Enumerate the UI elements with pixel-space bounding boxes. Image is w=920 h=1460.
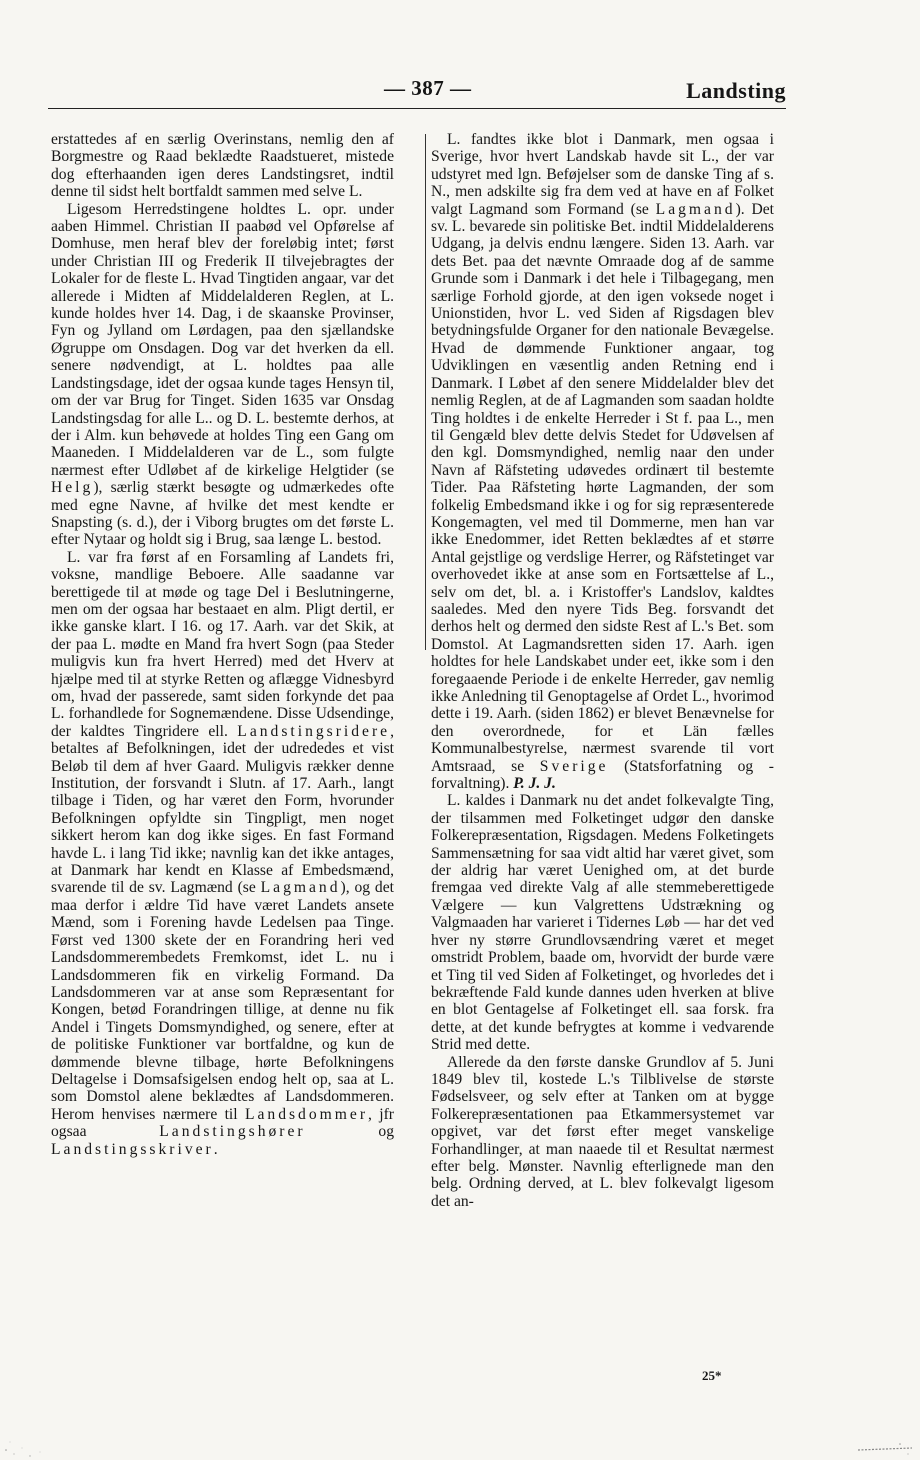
- column-divider: [425, 134, 426, 650]
- right-paragraph-1: [431, 131, 774, 792]
- text-run: og: [305, 1123, 394, 1141]
- text-run: L. fandtes ikke blot i Danmark, men ogsaa i Sverige, hvor hvert Landskab havde sit L., der var udstyret med lgn. Beføjelser som de danske Ting af s. N., men adskilte sig fra dem ved at have en af Folket valgt Lagmand som Formand (se: [431, 131, 774, 218]
- spaced-term-landstingsskriver: Landstingsskriver: [51, 1140, 214, 1158]
- right-paragraph-2: L. kaldes i Danmark nu det andet folkevalgte Ting, der tilsammen med Folketinget udgør den danske Folkerepræsentation, Rigsdagen. Medens Folketingets Sammensætning for saa vidt altid har været givet, som der aldrig har været Uenighed om, at det burde fremgaa ved direkte Valg af alle stemmeberettigede Vælgere — kun Valgrettens Udstrækning og Valgmaaden har varieret i Tidernes Løb — har det ved hver ny større Grundlovsændring været et meget omstridt Problem, baade om, hvorvidt der burde være et Ting til ved Siden af Folketinget, og hvorledes det i bekræftende Fald kunde dannes uden hverken at blive en blot Gentagelse af Folketinget ell. saa forsk. fra dette, at det kunde befrygtes at komme i vedvarende Strid med dette.: [431, 792, 774, 1054]
- printer-signature-mark: 25*: [702, 1368, 722, 1383]
- text-run: , betaltes af Befolkningen, idet der udrededes et vist Beløb til dem af hver Gaard. Muligvis rækker denne Institution, der forsvandt i Slutn. af 17. Aarh., langt tilbage i Tiden, og har været den Form, hvorunder Befolkningen opfyldte sin Tingpligt, men noget sikkert herom kan dog ikke siges. En fast Formand havde L. i lang Tid ikke; navnlig kan det ikke antages, at Danmark har kendt en Klasse af Embedsmænd, svarende til de sv. Lagmænd (se: [51, 722, 394, 897]
- text-run: Ligesom Herredstingene holdtes L. opr. under aaben Himmel. Christian II paabød vel Opførelse af Domhuse, men heraf blev der foreløbig intet; først under Christian III og Frederik II tilvejebragtes der Lokaler for de fleste L. Hvad Tingtiden angaar, var det allerede i Midten af Middelalderen Reglen, at L. kunde holdes hver 14. Dag, i de skaanske Provinser, Fyn og Jylland om Lørdagen, paa den sjællandske Øgruppe om Onsdagen. Dog var det hverken da ell. senere nødvendigt, at L. holdtes paa alle Landstingsdage, idet der ogsaa kunde tages Hensyn til, om der var Brug for Tinget. Siden 1635 var Onsdag Landstingsdag for alle L.. og D. L. bestemte derhos, at der i Alm. kun behøvede at holdes Ting een Gang om Maaneden. I Middelalderen var de L., som fulgte nærmest efter Udløbet af de kirkelige Helgtider (se: [51, 200, 394, 479]
- spaced-term-landstingshorer: Landstingshører: [159, 1123, 306, 1141]
- left-paragraph-2: [51, 201, 394, 549]
- author-signature: P. J. J.: [513, 775, 556, 793]
- left-paragraph-3: [51, 549, 394, 1158]
- right-paragraph-3: Allerede da den første danske Grundlov af 5. Juni 1849 blev til, kostede L.'s Tilblivelse de største Fødselsveer, og selv efter at Tanken om at bygge Folkerepræsentationen paa Etkammersystemet var opgivet, var det først efter meget vanskelige Forhandlinger, at man naaede til et Resultat nærmest efter belg. Mønster. Navnlig efterlignede man den belg. Ordning derved, at L. blev folkevalgt ligesom det an-: [431, 1053, 774, 1210]
- spaced-term-lagmand: Lagmand: [655, 200, 736, 218]
- text-run: ). Det sv. L. bevarede sin politiske Bet. indtil Middelalderens Udgang, ja delvis endnu længere. Siden 13. Aarh. var dets Bet. paa det nævnte Omraade dog af de samme Grunde som i Danmark i det hele i Tilbagegang, men særlige Forhold gjorde, at den igen voksede noget i Unionstiden, hvor L. ved Siden af Rigsdagen blev betydningsfulde Organer for den nationale Bevægelse. Hvad de dømmende Funktioner angaar, tog Udviklingen en væsentlig anden Retning end i Danmark. I Løbet af den senere Middelalder blev det nemlig Reglen, at de af Lagmanden som saadan holdte Ting holdtes i de enkelte Herreder i St f. paa L., men til Gengæld blev dette delvis Stedet for Udøvelsen af den kgl. Domsmyndighed, nemlig naar den under Navn af Räfsteting udøvedes ordinært til bestemte Tider. Paa Räfsteting hørte Lagmanden, der som folkelig Embedsmand ikke i og for sig repræsenterede Kongemagten, vel med til Dommerne, men han var ikke Enedommer, idet Retten beklædtes af et større Antal gejstlige og verdslige Herrer, og Räfstetinget var overhovedet ikke at anse som en Fortsættelse af L., selv om det, bl. a. i Kristoffer's Landslov, kaldtes saaledes. Med den nyere Tids Beg. forsvandt det derhos helt og dermed den sidste Rest af L.'s Bet. som Domstol. At Lagmandsretten siden 17. Aarh. igen holdtes for hele Landskabet under eet, ikke som i den foregaaende Periode i de enkelte Herreder, gav nemlig ikke Anledning til Genoptagelse af Ordet L., hvorimod dette i 19. Aarh. (siden 1862) er blevet Benævnelse for den overordnede, for et Län fælles Kommunalbestyrelse, nærmest svarende til vort Amtsraad, se: [431, 200, 774, 775]
- spaced-term-lagmand: Lagmand: [260, 879, 341, 897]
- header-rule: [48, 108, 786, 109]
- spaced-term-helg: Helg: [51, 479, 94, 497]
- spaced-term-landsdommer: Landsdommer: [244, 1105, 369, 1123]
- text-run: ), særlig stærkt besøgte og udmærkedes ofte med egne Navne, af hvilke det mest kendte er Snapsting (s. d.), der i Viborg brugtes om det første L. efter Nytaar og holdt sig i Brug, saa længe L. bestod.: [51, 479, 394, 549]
- text-run: L. var fra først af en Forsamling af Landets fri, voksne, mandlige Beboere. Alle saadanne var berettigede til at møde og tage Del i Beslutningerne, men om der ogsaa har bestaaet en alm. Pligt dertil, er ikke ganske klart. I 16. og 17. Aarh. var det Skik, at der paa L. mødte en Mand fra hvert Sogn (paa Steder muligvis kun fra hvert Herred) med det Hverv at hjælpe med til at styrke Retten og aflægge Vidnesbyrd om, hvad der passerede, samt siden forkynde det paa L. forhandlede for Sognemændene. Disse Udsendinge, der kaldtes Tingridere ell.: [51, 548, 394, 740]
- right-column: [431, 131, 774, 1210]
- scan-speckle-left: [0, 1420, 60, 1460]
- text-run: (Statsforfatning og -forvaltning).: [431, 757, 775, 793]
- page-number: — 387 —: [384, 76, 472, 100]
- text-run: .: [213, 1140, 218, 1158]
- left-paragraph-1: erstattedes af en særlig Overinstans, nemlig den af Borgmestre og Raad beklædte Raadstueret, mistede dog efterhaanden igen deres Landstingsret, indtil denne til sidst helt bortfaldt sammen med selve L.: [51, 131, 394, 201]
- text-run: ), og det maa derfor i ældre Tid have været Landets ansete Mænd, som i Forening havde Ledelsen paa Tinge. Først ved 1300 skete der en Forandring heri ved Landsdommerembedets Fremkomst, idet L. nu i Landsdommeren fik en virkelig Formand. Da Landsdommeren var at anse som Repræsentant for Kongen, betød Forandringen tillige, at denne nu fik Andel i Tingets Domsmyndighed, og senere, efter at de politiske Funktioner var bortfaldne, og kun de dømmende blevne tilbage, hørte Befolkningens Deltagelse i Domsafsigelsen endog helt op, saa at L. som Domstol alene beklædtes af Landsdommeren. Herom henvises nærmere til: [51, 879, 394, 1123]
- running-head: Landsting: [686, 78, 786, 103]
- page-header: [48, 70, 786, 110]
- scan-speckle-right: [850, 1428, 920, 1460]
- text-run: , jfr ogsaa: [51, 1105, 394, 1141]
- left-column: [51, 131, 394, 1158]
- spaced-term-landstingsridere: Landstingsridere: [237, 722, 391, 740]
- spaced-term-sverige: Sverige: [539, 757, 609, 775]
